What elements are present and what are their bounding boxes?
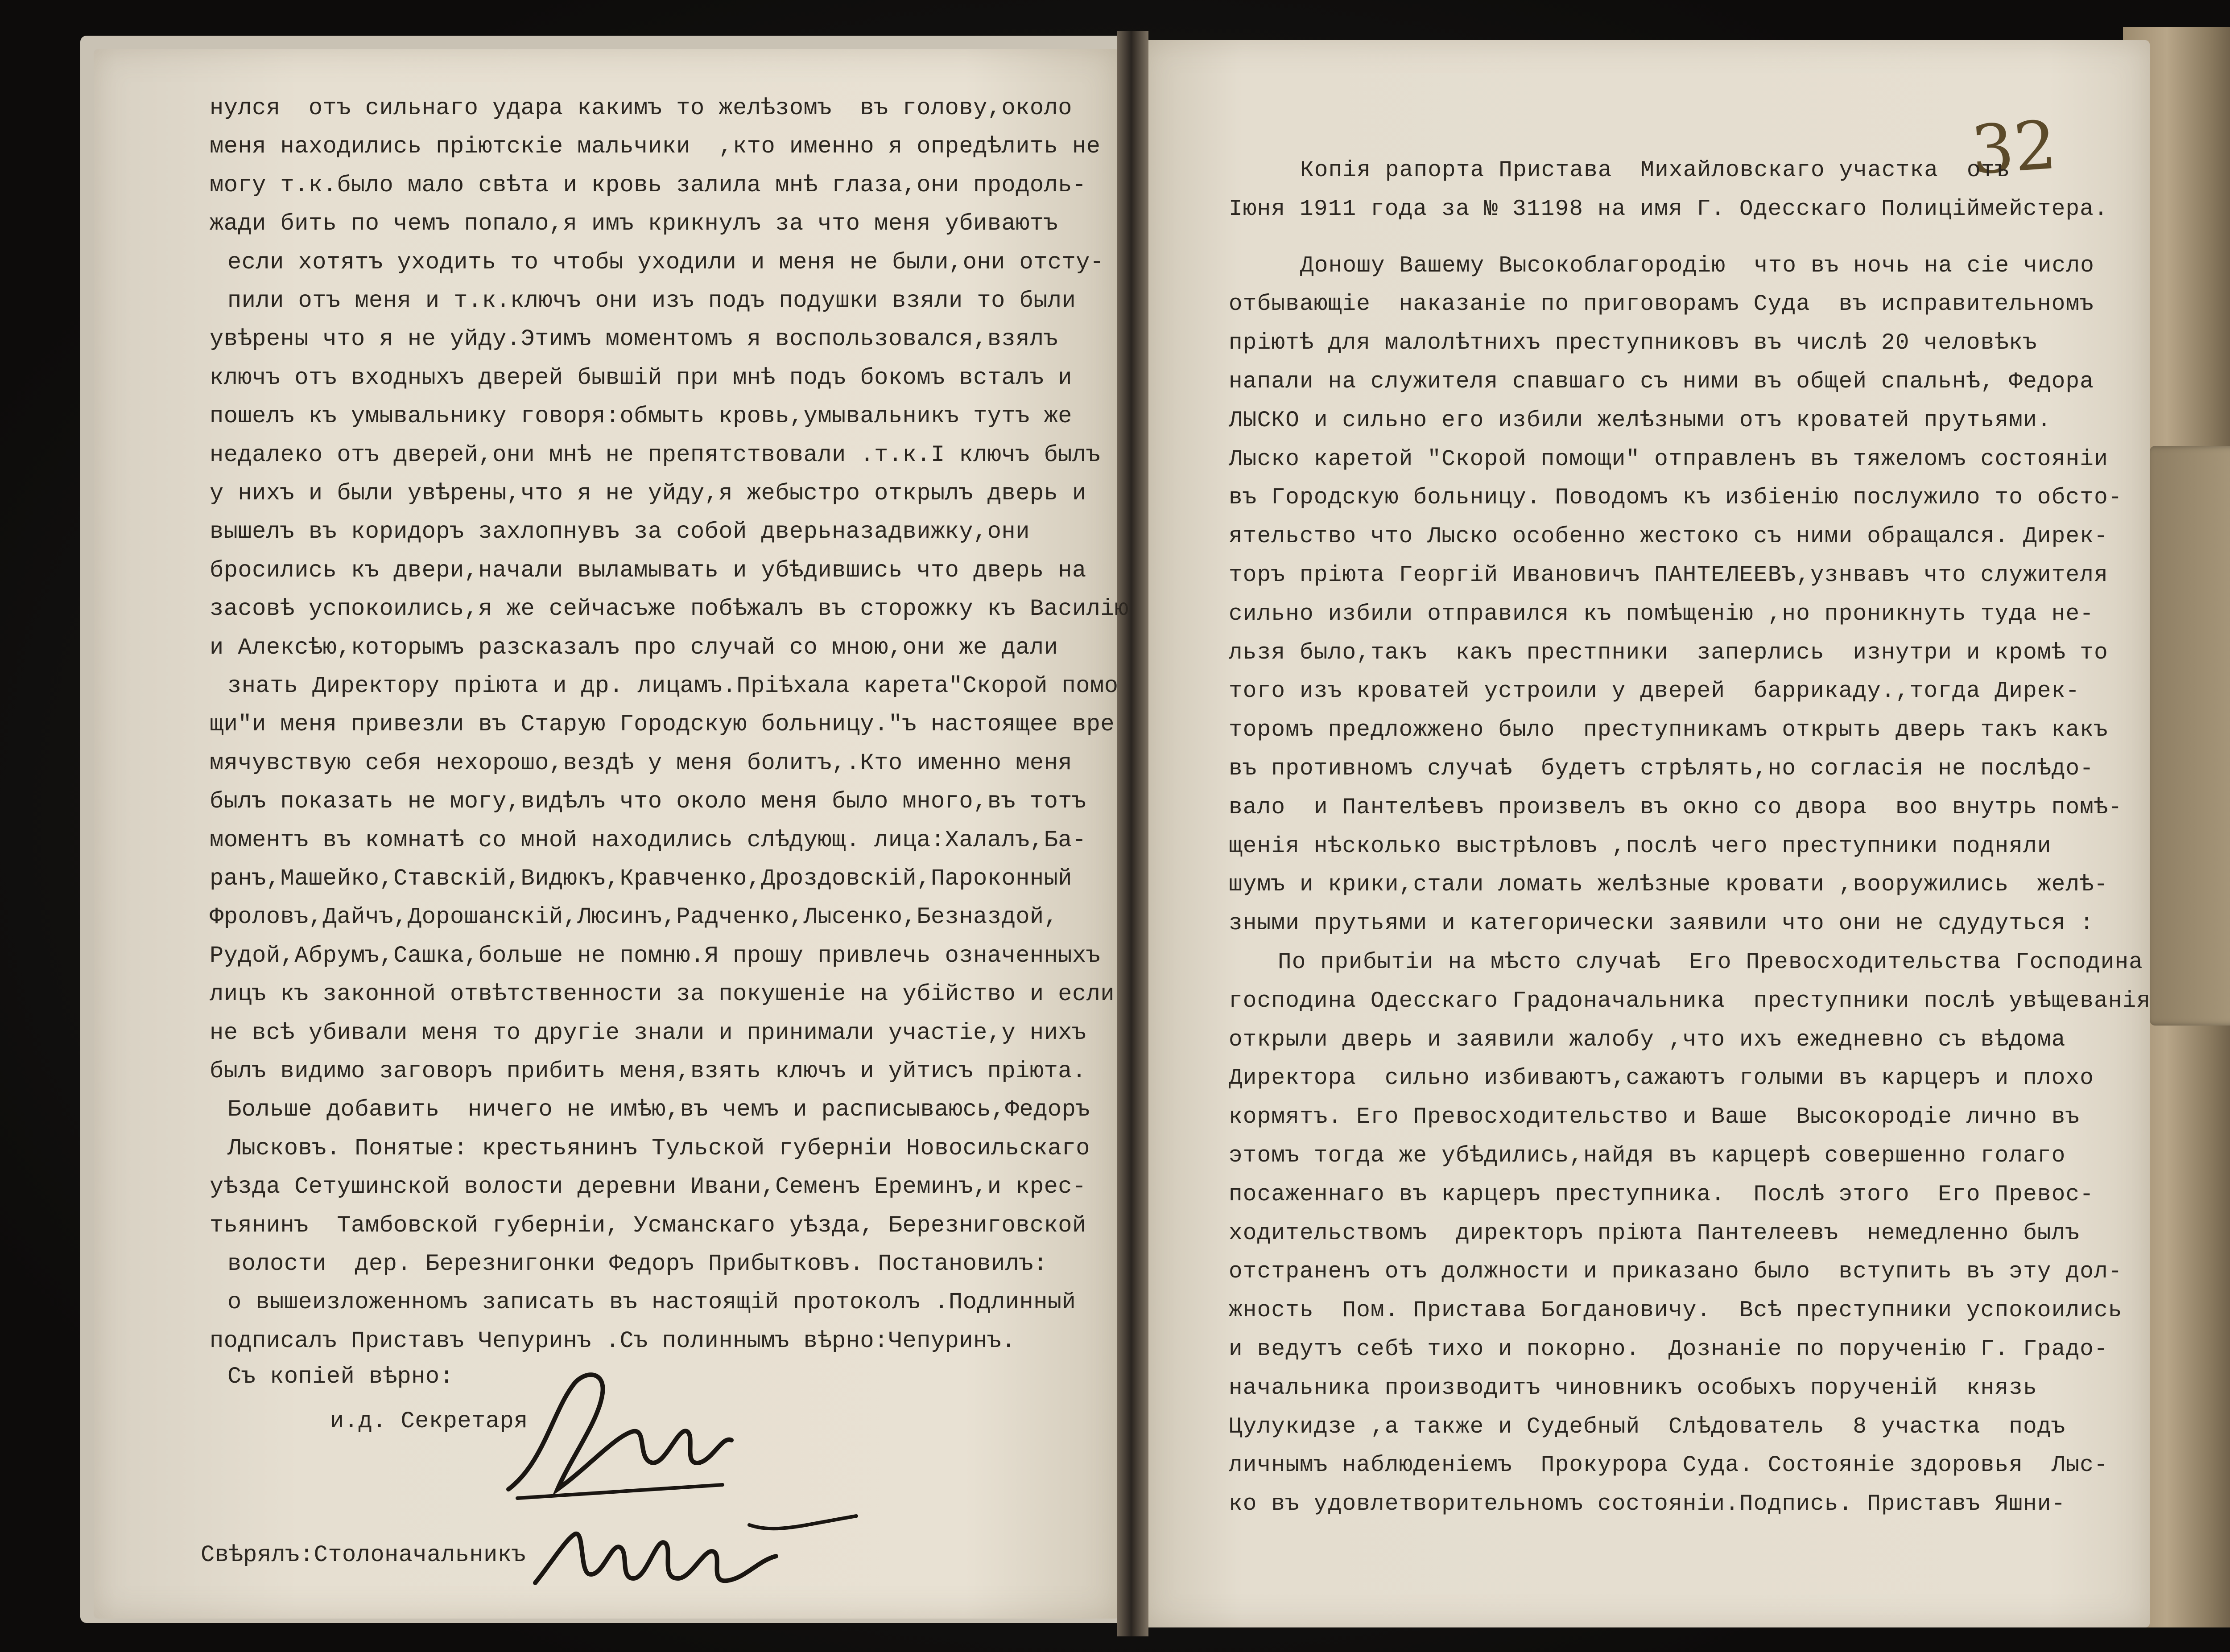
- right-text-line: Копія рапорта Пристава Михайловскаго участка отъ: [1300, 158, 2010, 183]
- right-text-line: ходительствомъ директоръ пріюта Пантелеевъ немедленно былъ: [1229, 1220, 2080, 1246]
- right-text-line: ятельство что Лыско особенно жестоко съ ними обращался. Дирек-: [1229, 524, 2108, 550]
- verified-label: Свѣрялъ:Столоначальникъ: [201, 1542, 526, 1568]
- left-text-line: волости дер. Березнигонки Федоръ Прибытковъ. Постановилъ:: [227, 1251, 1048, 1277]
- right-text-line: этомъ тогда же убѣдились,найдя въ карцерѣ совершенно голаго: [1229, 1143, 2066, 1169]
- right-text-line: По прибытіи на мѣсто случаѣ Его Превосходительства Господина: [1278, 950, 2143, 975]
- left-text-line: нулся отъ сильнаго удара какимъ то желѣзомъ въ голову,около: [210, 95, 1073, 121]
- left-text-line: увѣрены что я не уйду.Этимъ моментомъ я воспользовался,взялъ: [210, 326, 1058, 353]
- left-text-line: недалеко отъ дверей,они мнѣ не препятствовали .т.к.I ключъ былъ: [210, 441, 1101, 468]
- right-text-line: того изъ кроватей устроили у дверей баррикаду.,тогда Дирек-: [1229, 679, 2080, 704]
- right-text-line: жность Пом. Пристава Богдановичу. Всѣ преступники успокоились: [1229, 1298, 2123, 1324]
- left-text-line: и Алексѣю,которымъ разсказалъ про случай со мною,они же дали: [210, 634, 1058, 661]
- right-text-line: въ Городскую больницу. Поводомъ къ избіенію послужило то обсто-: [1229, 485, 2123, 511]
- copy-certified-label: Съ копіей вѣрно:: [227, 1364, 454, 1390]
- right-text-line: торъ пріюта Георгій Ивановичъ ПАНТЕЛЕЕВЪ,узнвавъ что служителя: [1229, 563, 2108, 588]
- left-text-line: Больше добавить ничего не имѣю,въ чемъ и расписываюсь,Федоръ: [227, 1096, 1090, 1123]
- left-text-line: бросились къ двери,начали выламывать и убѣдившись что дверь на: [210, 557, 1086, 584]
- left-text-line: о вышеизложенномъ записать въ настоящій протоколъ .Подлинный: [227, 1289, 1076, 1316]
- left-text-line: жади бить по чемъ попало,я имъ крикнулъ за что меня убиваютъ: [210, 210, 1058, 237]
- left-text-line: не всѣ убивали меня то другіе знали и принимали участіе,у нихъ: [210, 1019, 1086, 1046]
- left-text-line: засовѣ успокоились,я же сейчасъже побѣжалъ въ сторожку къ Василію: [210, 596, 1129, 622]
- folder-tab: [2150, 446, 2230, 1026]
- right-text-line: начальника производитъ чиновникъ особыхъ порученій князь: [1229, 1375, 2037, 1401]
- right-text-line: господина Одесскаго Градоначальника преступники послѣ увѣщеванія: [1229, 988, 2151, 1014]
- left-text-line: могу т.к.было мало свѣта и кровь залила мнѣ глаза,они продоль-: [210, 172, 1086, 198]
- left-text-line: у нихъ и были увѣрены,что я не уйду,я жебыстро открылъ дверь и: [210, 480, 1086, 507]
- right-text-line: въ противномъ случаѣ будетъ стрѣлять,но согласія не послѣдо-: [1229, 756, 2094, 782]
- left-text-line: Рудой,Абрумъ,Сашка,больше не помню.Я прошу привлечь означенныхъ: [210, 942, 1101, 969]
- left-text-line: моментъ въ комнатѣ со мной находились слѣдующ. лица:Халалъ,Ба-: [210, 827, 1086, 853]
- left-text-line: вышелъ въ коридоръ захлопнувъ за собой дверьназадвижку,они: [210, 519, 1030, 545]
- left-text-line: знать Директору пріюта и др. лицамъ.Пріѣхала карета"Скорой помо: [227, 673, 1119, 699]
- left-text-line: ранъ,Машейко,Ставскій,Видюкъ,Кравченко,Дроздовскій,Пароконный: [210, 865, 1073, 892]
- right-text-line: торомъ предложжено было преступникамъ открыть дверь такъ какъ: [1229, 717, 2108, 743]
- left-text-line: Фроловъ,Дайчъ,Дорошанскій,Люсинъ,Радченко,Лысенко,Безназдой,: [210, 904, 1058, 931]
- left-text-line: если хотятъ уходить то чтобы уходили и меня не были,они отсту-: [227, 249, 1104, 276]
- right-text-line: щенія нѣсколько выстрѣловъ ,послѣ чего преступники подняли: [1229, 833, 2052, 859]
- right-text-line: ко въ удовлетворительномъ состояніи.Подпись. Приставъ Яшни-: [1229, 1491, 2066, 1517]
- clerk-signature: [526, 1507, 865, 1605]
- left-text-line: подписалъ Приставъ Чепуринъ .Съ полиннымъ вѣрно:Чепуринъ.: [210, 1327, 1016, 1354]
- left-text-line: уѣзда Сетушинской волости деревни Ивани,Семенъ Ереминъ,и крес-: [210, 1174, 1086, 1200]
- left-text-line: мячувствую себя нехорошо,вездѣ у меня болитъ,.Кто именно меня: [210, 750, 1073, 776]
- right-text-line: отстраненъ отъ должности и приказано было вступить въ эту дол-: [1229, 1259, 2123, 1285]
- left-text-line: ключъ отъ входныхъ дверей бывшій при мнѣ подъ бокомъ всталъ и: [210, 364, 1073, 391]
- left-text-line: тьянинъ Тамбовской губерніи, Усманскаго уѣзда, Березниговской: [210, 1212, 1086, 1239]
- right-text-line: открыли дверь и заявили жалобу ,что ихъ ежедневно съ вѣдома: [1229, 1027, 2066, 1053]
- right-text-line: Цулукидзе ,а также и Судебный Слѣдователь 8 участка подъ: [1229, 1414, 2066, 1440]
- right-text-line: ЛЫСКО и сильно его избили желѣзными отъ кроватей прутьями.: [1229, 408, 2052, 433]
- left-text-line: былъ видимо заговоръ прибить меня,взять ключъ и уйтисъ пріюта.: [210, 1058, 1086, 1084]
- left-text-line: пошелъ къ умывальнику говоря:обмыть кровь,умывальникъ тутъ же: [210, 403, 1073, 430]
- right-text-line: отбывающіе наказаніе по приговорамъ Суда въ исправительномъ: [1229, 292, 2094, 317]
- left-text-line: щи"и меня привезли въ Старую Городскую больницу."ъ настоящее вре: [210, 711, 1115, 738]
- left-text-line: былъ показать не могу,видѣлъ что около меня было много,въ тотъ: [210, 788, 1086, 815]
- secretary-label: и.д. Секретаря: [330, 1408, 528, 1434]
- right-text-line: Лыско каретой "Скорой помощи" отправленъ въ тяжеломъ состояніи: [1229, 446, 2108, 472]
- right-text-line: Доношу Вашему Высокоблагородію что въ ночь на сіе число: [1300, 253, 2095, 279]
- right-text-line: личнымъ наблюденіемъ Прокурора Суда. Состояніе здоровья Лыс-: [1229, 1453, 2108, 1479]
- right-text-line: Директора сильно избиваютъ,сажаютъ голыми въ карцеръ и плохо: [1229, 1066, 2094, 1092]
- right-text-line: напали на служителя спавшаго съ ними въ общей спальнѣ, Федора: [1229, 369, 2094, 395]
- left-text-line: пили отъ меня и т.к.ключъ они изъ подъ подушки взяли то были: [227, 288, 1076, 314]
- left-text-line: лицъ къ законной отвѣтственности за покушеніе на убійство и если: [210, 981, 1115, 1008]
- right-text-line: шумъ и крики,стали ломать желѣзные кровати ,вооружились желѣ-: [1229, 872, 2108, 898]
- right-text-line: сильно избили отправился къ помѣщенію ,но проникнуть туда не-: [1229, 601, 2094, 627]
- book-spine: [1117, 31, 1148, 1636]
- left-text-line: меня находились пріютскіе мальчики ,кто именно я опредѣлить не: [210, 133, 1101, 160]
- right-text-line: вало и Пантелѣевъ произвелъ въ окно со двора воо внутрь помѣ-: [1229, 795, 2123, 820]
- left-text-line: Лысковъ. Понятые: крестьянинъ Тульской губерніи Новосильскаго: [227, 1135, 1090, 1162]
- right-text-line: пріютѣ для малолѣтнихъ преступниковъ въ числѣ 20 человѣкъ: [1229, 330, 2037, 356]
- right-text-line: зными прутьями и категорически заявили что они не сдудуться :: [1229, 911, 2094, 937]
- right-text-line: Іюня 1911 года за № 31198 на имя Г. Одесскаго Полиціймейстера.: [1229, 196, 2108, 222]
- right-text-line: кормятъ. Его Превосходительство и Ваше Высокородіе лично въ: [1229, 1104, 2080, 1130]
- right-text-line: и ведутъ себѣ тихо и покорно. Дознаніе по порученію Г. Градо-: [1229, 1337, 2108, 1362]
- folio-number: 32: [1969, 106, 2059, 190]
- right-text-line: посаженнаго въ карцеръ преступника. Послѣ этого Его Превос-: [1229, 1182, 2094, 1207]
- right-text-line: льзя было,такъ какъ престпники заперлись изнутри и кромѣ то: [1229, 640, 2108, 666]
- secretary-signature: [491, 1355, 740, 1516]
